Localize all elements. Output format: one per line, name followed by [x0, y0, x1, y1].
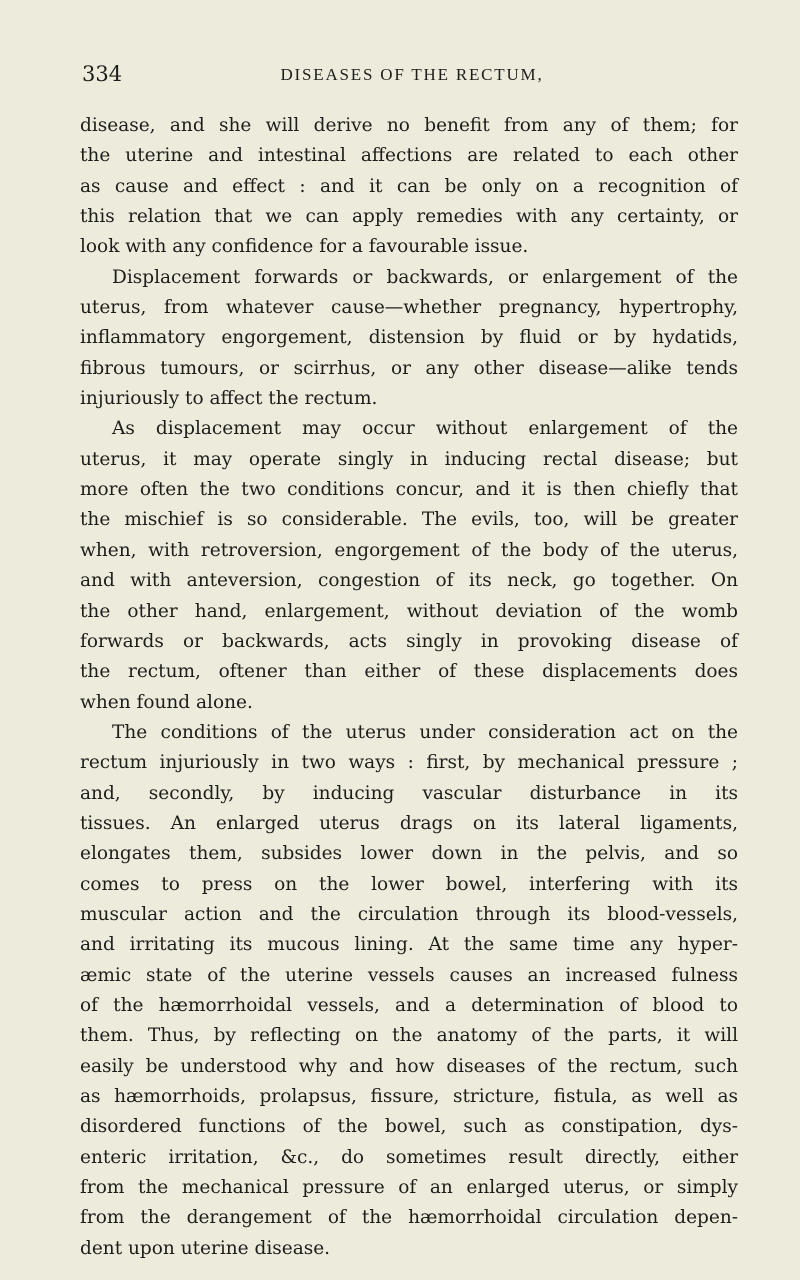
text-line: and, secondly, by inducing vascular disturbance in its: [80, 782, 738, 804]
text-line: æmic state of the uterine vessels causes an increased fulness: [80, 964, 738, 986]
text-line: enteric irritation, &c., do sometimes result directly, either: [80, 1146, 738, 1168]
running-title: DISEASES OF THE RECTUM,: [280, 65, 544, 84]
text-line: them. Thus, by reflecting on the anatomy of the parts, it will: [80, 1025, 738, 1047]
text-line: elongates them, subsides lower down in the pelvis, and so: [80, 843, 738, 865]
text-line: this relation that we can apply remedies with any certainty, or: [80, 206, 738, 228]
text-line: disordered functions of the bowel, such as constipation, dys-: [80, 1116, 738, 1138]
text-line: rectum injuriously in two ways : first, by mechanical pressure ;: [80, 752, 738, 774]
text-line: fibrous tumours, or scirrhus, or any other disease—alike tends: [80, 357, 738, 379]
text-line: dent upon uterine disease.: [80, 1237, 331, 1259]
text-line: disease, and she will derive no benefit from any of them; for: [80, 115, 738, 136]
text-line: injuriously to affect the rectum.: [80, 388, 378, 410]
text-line: Displacement forwards or backwards, or enlargement of the: [112, 266, 738, 288]
text-line: easily be understood why and how diseases of the rectum, such: [80, 1055, 738, 1077]
text-line: from the mechanical pressure of an enlarged uterus, or simply: [80, 1177, 738, 1199]
text-line: uterus, from whatever cause—whether pregnancy, hypertrophy,: [80, 297, 738, 319]
body-text: [80, 111, 738, 1264]
text-line: when, with retroversion, engorgement of the body of the uterus,: [80, 539, 738, 561]
text-line: the uterine and intestinal affections are related to each other: [80, 145, 738, 167]
text-line: tissues. An enlarged uterus drags on its lateral ligaments,: [80, 812, 738, 834]
text-line: as hæmorrhoids, prolapsus, fissure, stricture, fistula, as well as: [80, 1086, 738, 1107]
text-line: the rectum, oftener than either of these displacements does: [80, 661, 738, 683]
text-line: muscular action and the circulation through its blood-vessels,: [80, 903, 738, 925]
running-head: [82, 62, 742, 92]
text-line: and with anteversion, congestion of its neck, go together. On: [80, 570, 738, 592]
page-number: 334: [82, 62, 123, 86]
text-line: when found alone.: [80, 691, 253, 713]
text-line: the mischief is so considerable. The evils, too, will be greater: [80, 509, 738, 531]
text-line: The conditions of the uterus under consideration act on the: [112, 721, 738, 743]
text-line: as cause and effect : and it can be only on a recognition of: [80, 175, 738, 197]
text-line: uterus, it may operate singly in inducing rectal disease; but: [80, 448, 738, 470]
text-line: of the hæmorrhoidal vessels, and a determination of blood to: [80, 994, 738, 1016]
text-line: more often the two conditions concur, and it is then chiefly that: [80, 479, 738, 501]
text-line: and irritating its mucous lining. At the same time any hyper-: [80, 934, 738, 956]
text-line: As displacement may occur without enlargement of the: [112, 418, 738, 440]
text-line: forwards or backwards, acts singly in provoking disease of: [80, 630, 738, 652]
text-line: look with any confidence for a favourable issue.: [80, 236, 529, 258]
text-line: from the derangement of the hæmorrhoidal circulation depen-: [80, 1207, 738, 1229]
text-line: the other hand, enlargement, without deviation of the womb: [80, 600, 738, 622]
text-line: inflammatory engorgement, distension by fluid or by hydatids,: [80, 327, 738, 349]
text-line: comes to press on the lower bowel, interfering with its: [80, 873, 738, 895]
